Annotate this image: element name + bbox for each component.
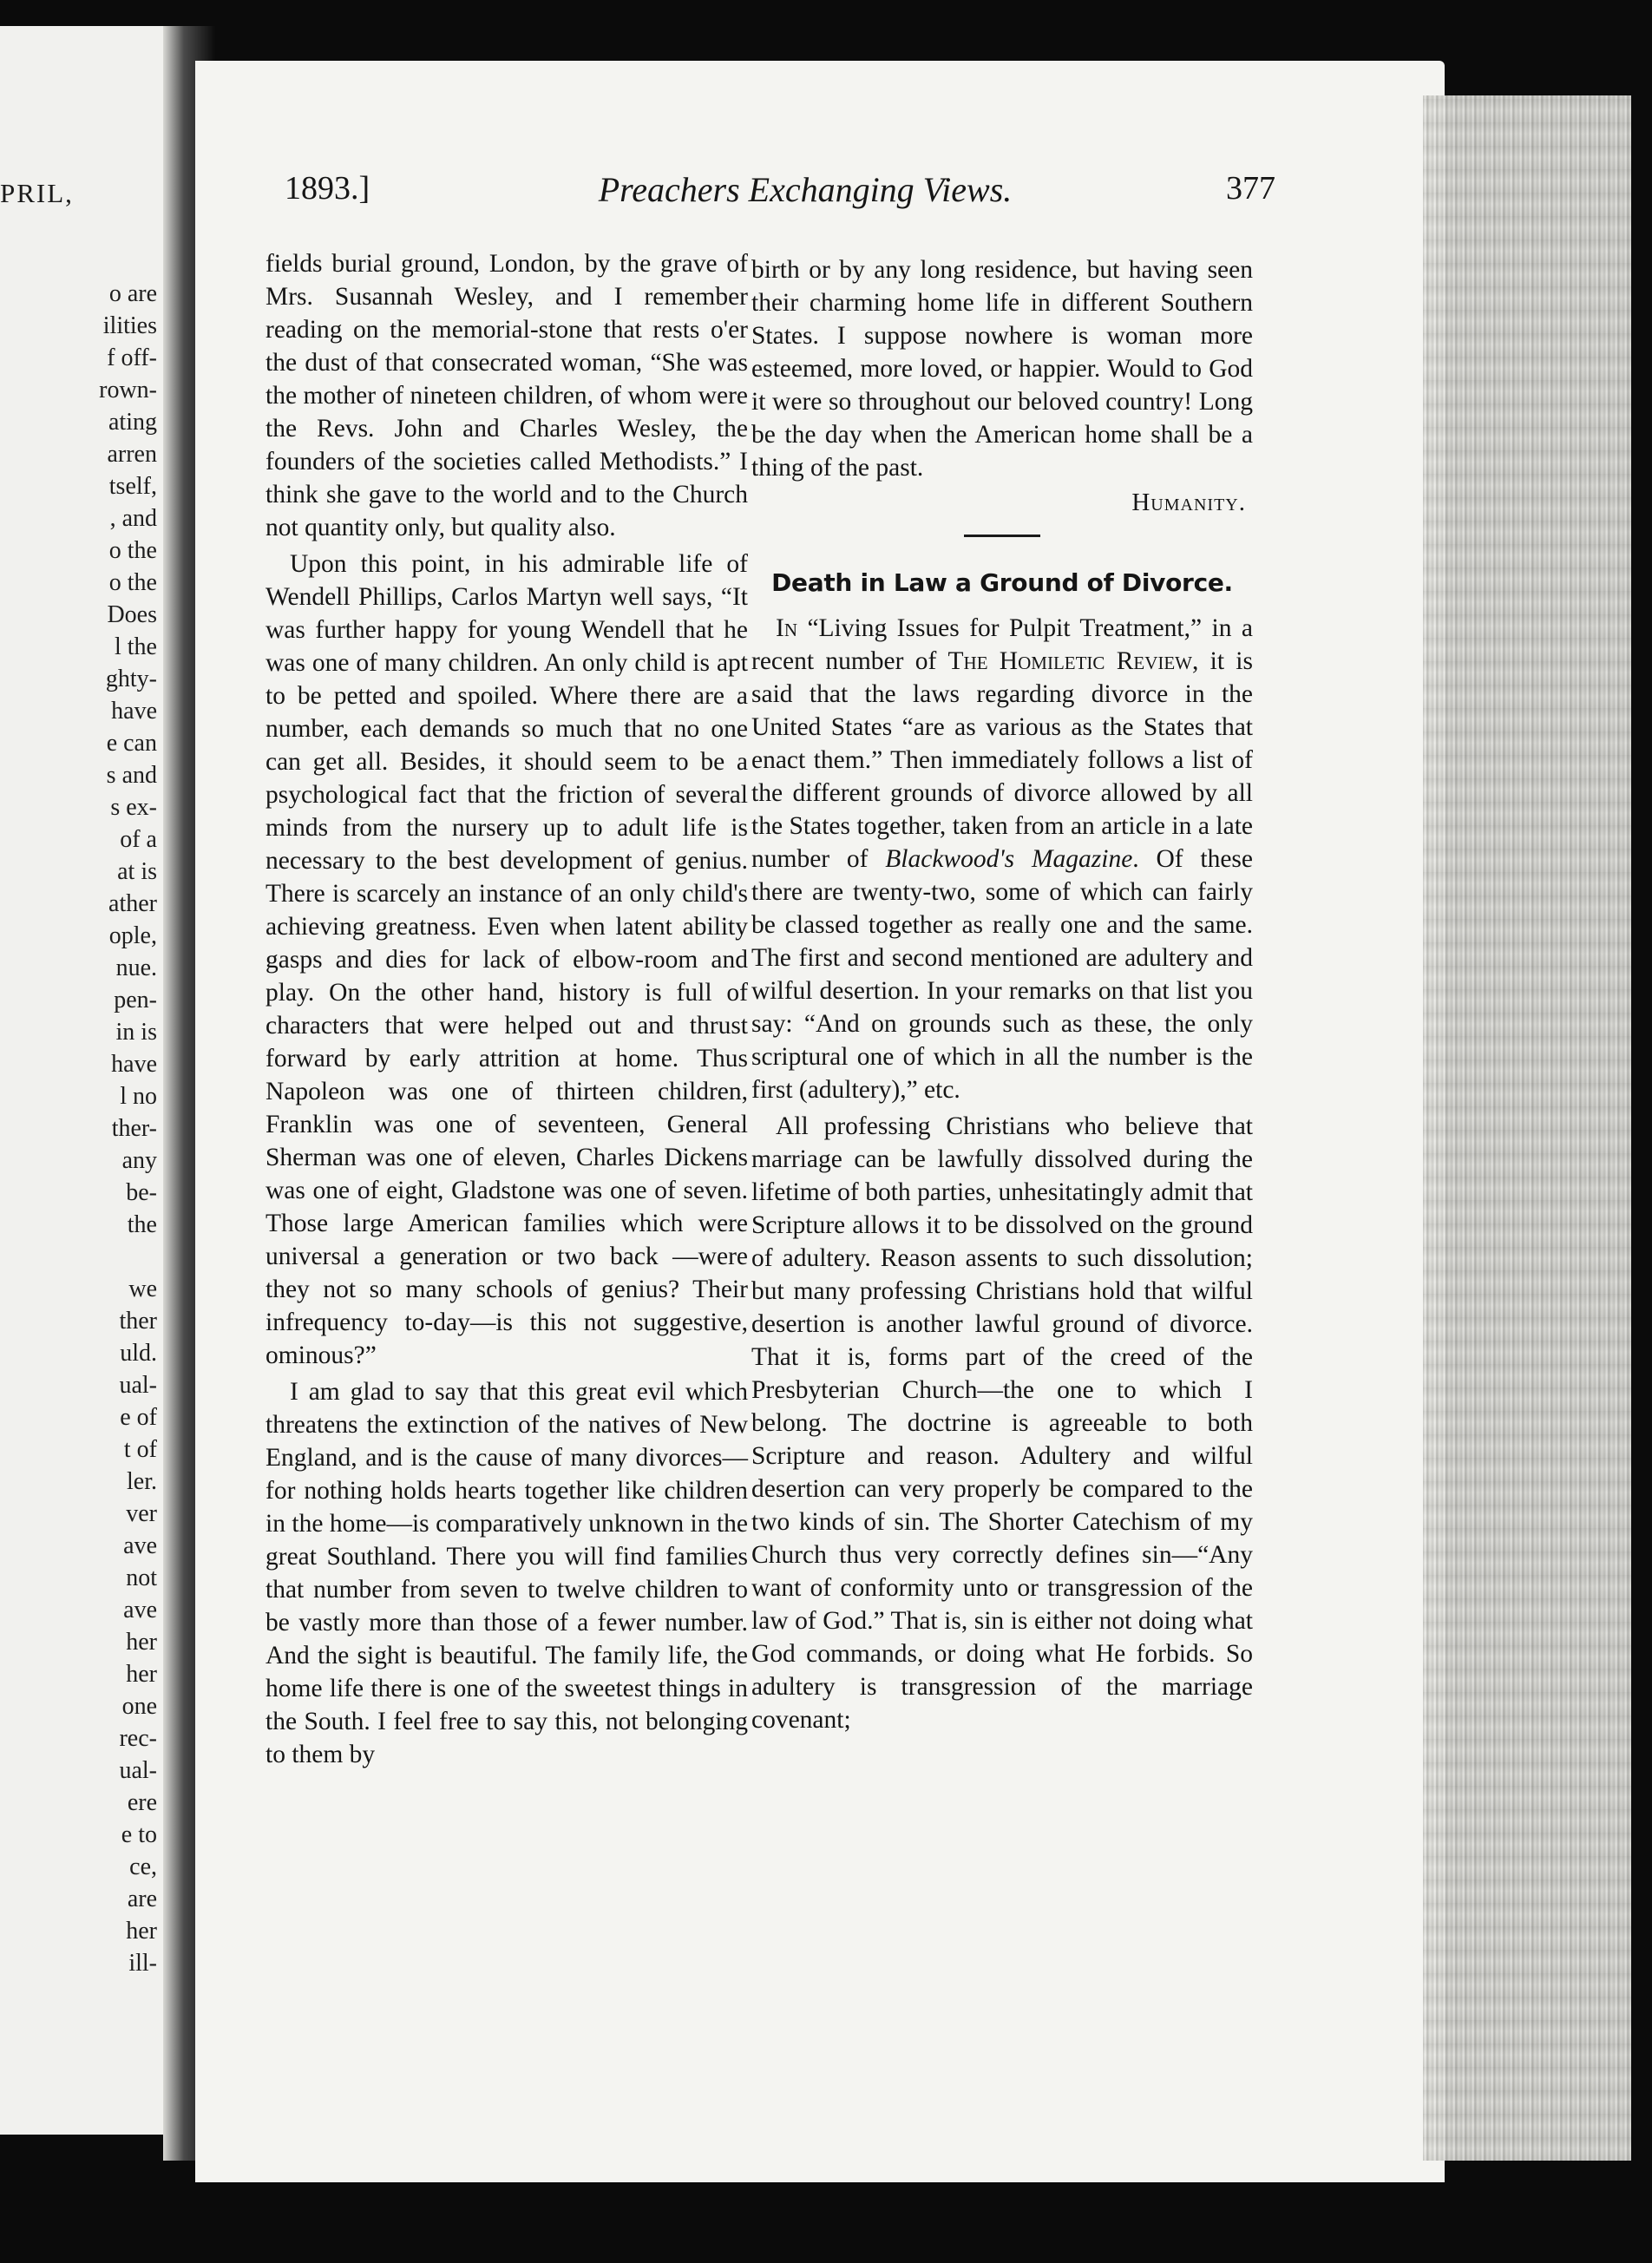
previous-page-line: ill-	[128, 1950, 157, 1977]
paragraph	[751, 612, 1253, 1106]
previous-page-line: ople,	[108, 922, 157, 949]
previous-page-line: not	[126, 1564, 157, 1591]
previous-page-line: pen-	[114, 987, 157, 1013]
paragraph: fields burial ground, London, by the grave of Mrs. Susannah Wesley, and I remember reading on the memorial-stone that rests o'er the dust of that consecrated woman, “She was the mother of nineteen children, of whom were the Revs. John and Charles Wesley, the founders of the societies called Methodists.” I think she gave to the world and to the Church not quantity only, but quality also.	[266, 250, 748, 541]
previous-page-line: at is	[117, 858, 157, 885]
previous-page-line: Does	[107, 601, 157, 628]
previous-page-line: rown-	[99, 377, 157, 403]
previous-page-line: ghty-	[105, 666, 157, 692]
previous-page-line: ual-	[119, 1757, 157, 1784]
previous-page-line: ver	[126, 1500, 157, 1527]
previous-page-line: e to	[121, 1821, 157, 1848]
previous-page-line: in is	[115, 1019, 157, 1046]
magazine-title: Blackwood's Magazine	[885, 845, 1133, 873]
previous-page-line: uld.	[120, 1340, 157, 1367]
previous-page-line: have	[111, 698, 157, 725]
journal-title: The Homiletic Review	[947, 647, 1192, 675]
header-year: 1893.]	[285, 170, 370, 207]
paragraph: All professing Christians who believe that marriage can be lawfully dissolved during the lifetime of both parties, unhesitatingly admit that Scripture allows it to be dissolved on the ground of adultery. Reason assents to such dissolution; but many professing Christians hold that wilful desertion is another lawful ground of divorce. That it is, forms part of the creed of the Presbyterian Church—the one to which I belong. The doctrine is agreeable to both Scripture and reason. Adultery and wilful desertion can very properly be compared to the two kinds of sin. The Shorter Catechism of my Church thus very correctly defines sin—“Any want of conformity unto or transgression of the law of God.” That is, sin is either not doing what God commands, or doing what He forbids. So adultery is transgression of the marriage covenant;	[751, 1112, 1253, 1734]
previous-page-line: o the	[108, 569, 157, 596]
previous-page-line: s and	[106, 762, 157, 789]
previous-page-line: l the	[115, 633, 157, 660]
text-run: “Living Issues for Pulpit Treatment,” in a recent number of	[751, 614, 1253, 675]
previous-page-line: ler.	[127, 1468, 157, 1495]
paragraph: Upon this point, in his admirable life of Wendell Phillips, Carlos Martyn well says, “It was further happy for young Wendell that he was one of many children. An only child is apt to be petted and spoiled. Where there are a number, each demands so much that no one can get all. Besides, it should seem to be a psychological fact that the friction of several minds from the nursery up to adult life is necessary to the best development of genius. There is scarcely an instance of an only child's achieving greatness. Even when latent ability gasps and dies for lack of elbow-room and play. On the other hand, history is full of characters that were helped out and thrust forward by early attrition at home. Thus Napoleon was one of thirteen children, Franklin was one of seventeen, General Sherman was one of eleven, Charles Dickens was one of eight, Gladstone was one of seven. Those large American families which were universal a generation or two back —were they not so many schools of genius? Their infrequency to-day—is this not suggestive, ominous?”	[266, 550, 748, 1369]
previous-page-line: rec-	[119, 1725, 157, 1752]
previous-page-line: ave	[123, 1597, 157, 1623]
previous-page-fragment	[0, 26, 178, 2135]
previous-page-line: o are	[108, 280, 157, 307]
previous-page-line: her	[126, 1918, 157, 1945]
previous-page-line: e can	[106, 730, 157, 757]
signature: Humanity.	[1131, 489, 1246, 516]
previous-page-line: the	[127, 1211, 157, 1238]
header-title: Preachers Exchanging Views.	[598, 170, 1013, 209]
previous-page-line: ther-	[111, 1115, 157, 1142]
previous-page-line: tself,	[108, 473, 157, 500]
previous-page-line: e of	[120, 1404, 157, 1431]
previous-page-line: we	[128, 1276, 157, 1302]
previous-page-line: l no	[120, 1083, 157, 1110]
page-fore-edge	[1423, 95, 1631, 2161]
previous-page-line: ating	[108, 409, 157, 436]
previous-page-line: o the	[108, 537, 157, 564]
previous-page-line	[0, 1241, 178, 1273]
lead-word: In	[776, 614, 797, 642]
text-run: . Of these there are twenty-two, some of which can fairly be classed together as really one and the same. The first and second mentioned are adultery and wilful desertion. In your remarks on that list you say: “And on grounds such as these, the only scriptural one of which in all the number is the first (adultery),” etc.	[751, 845, 1254, 1104]
previous-page-text	[0, 278, 178, 1979]
paragraph: birth or by any long residence, but having seen their charming home life in different Southern States. I suppose nowhere is woman more esteemed, more loved, or happier. Would to God it were so throughout our beloved country! Long be the day when the American home shall be a thing of the past.	[751, 256, 1253, 482]
previous-page-line: ce,	[129, 1853, 157, 1880]
page-number: 377	[1226, 170, 1275, 207]
previous-page-line: have	[111, 1051, 157, 1078]
right-column	[751, 253, 1253, 1736]
previous-page-line: her	[126, 1661, 157, 1688]
previous-page-line: s ex-	[110, 794, 157, 821]
previous-page-line: be-	[126, 1179, 157, 1206]
previous-page-line: t of	[123, 1436, 157, 1463]
previous-page-line: of a	[120, 826, 157, 853]
section-heading: Death in Law a Ground of Divorce.	[771, 568, 1233, 597]
previous-page-line: nue.	[115, 954, 157, 981]
previous-page-line: arren	[107, 441, 157, 468]
previous-page-header: PRIL,	[0, 178, 74, 208]
previous-page-line: ere	[127, 1789, 157, 1816]
text-run: , it is said that the laws regarding divorce in the United States “are as various as the States that enact them.” Then immediately follows a list of the different grounds of divorce allowed by all the States together, taken from an article in a late number of	[751, 647, 1253, 873]
previous-page-line: ther	[119, 1308, 157, 1335]
previous-page-line: f off-	[107, 344, 157, 371]
left-column	[266, 247, 748, 1771]
section-divider	[964, 535, 1040, 537]
previous-page-line: her	[126, 1629, 157, 1656]
previous-page-line: ilities	[102, 312, 157, 339]
previous-page-line: any	[121, 1147, 157, 1174]
previous-page-line: ather	[108, 890, 157, 917]
previous-page-line: are	[127, 1886, 157, 1912]
running-header	[285, 169, 1274, 230]
previous-page-line: one	[121, 1693, 157, 1720]
previous-page-line: , and	[109, 505, 157, 532]
paragraph: I am glad to say that this great evil which threatens the extinction of the natives of New England, and is the cause of many divorces—for nothing holds hearts together like children in the home—is comparatively unknown in the great Southland. There you will find families that number from seven to twelve children to be vastly more than those of a fewer number. And the sight is beautiful. The family life, the home life there is one of the sweetest things in the South. I feel free to say this, not belonging to them by	[266, 1378, 748, 1768]
previous-page-line: ave	[123, 1532, 157, 1559]
previous-page-line: ual-	[119, 1372, 157, 1399]
